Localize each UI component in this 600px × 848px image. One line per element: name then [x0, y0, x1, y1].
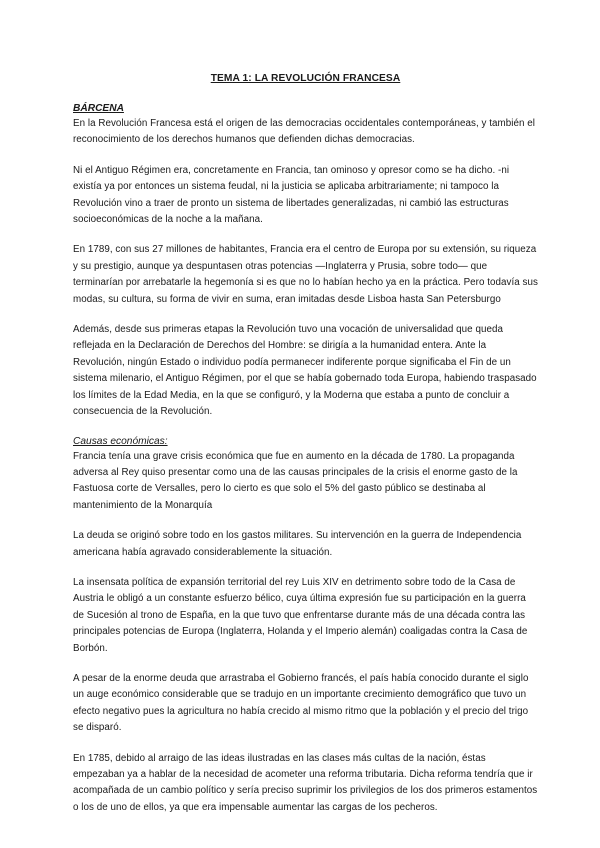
paragraph: La deuda se originó sobre todo en los gastos militares. Su intervención en la guerra de Independencia americana había agravado considerablemente la situación. [73, 530, 522, 558]
paragraph: En la Revolución Francesa está el origen de las democracias occidentales contemporáneas, y también el reconocimiento de los derechos humanos que defienden dichas democracias. [73, 118, 535, 146]
paragraph: La insensata política de expansión territorial del rey Luis XIV en detrimento sobre todo de la Casa de Austria le obligó a un constante esfuerzo bélico, cuya última expresión fue su participación en la guerra de Sucesión al trono de España, en la que tuvo que enfrentarse durante más de una década contra las principales potencias de Europa (Inglaterra, Holanda y el Imperio alemán) coaligadas contra la Casa de Borbón. [73, 576, 528, 654]
section-heading-barcena: BÁRCENA [73, 103, 124, 114]
section-heading-causas-economicas: Causas económicas: [73, 435, 168, 447]
paragraph: En 1789, con sus 27 millones de habitantes, Francia era el centro de Europa por su extensión, su riqueza y su prestigio, aunque ya despuntasen otras potencias —Inglaterra y Prusia, sobre todo— que terminarían por arrebatarle la hegemonía si es que no lo habían hecho ya en la práctica. Pero todavía sus modas, su cultura, su forma de vivir en suma, eran imitadas desde Lisboa hasta San Petersburgo [73, 244, 538, 305]
paragraph: En 1785, debido al arraigo de las ideas ilustradas en las clases más cultas de la nación, éstas empezaban ya a hablar de la necesidad de acometer una reforma tributaria. Dicha reforma tendría que ir acompañada de un cambio político y sería preciso suprimir los privilegios de los dos primeros estamentos o los de uno de ellos, ya que era impensable aumentar las cargas de los pecheros. [73, 752, 538, 813]
paragraph: A pesar de la enorme deuda que arrastraba el Gobierno francés, el país había conocido durante el siglo un auge económico considerable que se tradujo en un importante crecimiento demográfico que tuvo un efecto negativo pues la agricultura no había crecido al mismo ritmo que la población y el precio del trigo se disparó. [73, 672, 529, 734]
paragraph: Además, desde sus primeras etapas la Revolución tuvo una vocación de universalidad que queda reflejada en la Declaración de Derechos del Hombre: se dirigía a la humanidad entera. Ante la Revolución, ningún Estado o individuo podía permanecer indiferente porque significaba el Fin de un sistema milenario, el Antiguo Régimen, por el que se había gobernado toda Europa, habiendo traspasado los límites de la Edad Media, en la que se configuró, y la Moderna que estaba a punto de concluir a consecuencia de la Revolución. [73, 324, 537, 418]
paragraph: Ni el Antiguo Régimen era, concretamente en Francia, tan ominoso y opresor como se ha dicho. -ni existía ya por entonces un sistema feudal, ni la justicia se aplicaba arbitrariamente; ni tampoco la Revolución vino a traer de pronto un sistema de libertades generalizadas, ni cambió las estructuras socioeconómicas de la noche a la mañana. [73, 164, 510, 226]
paragraph: Francia tenía una grave crisis económica que fue en aumento en la década de 1780. La propaganda adversa al Rey quiso presentar como una de las causas principales de la crisis el enorme gasto de la Fastuosa corte de Versalles, pero lo cierto es que solo el 5% del gasto público se destinaba al mantenimiento de la Monarquía [73, 450, 518, 511]
page-title: TEMA 1: LA REVOLUCIÓN FRANCESA [210, 73, 401, 84]
